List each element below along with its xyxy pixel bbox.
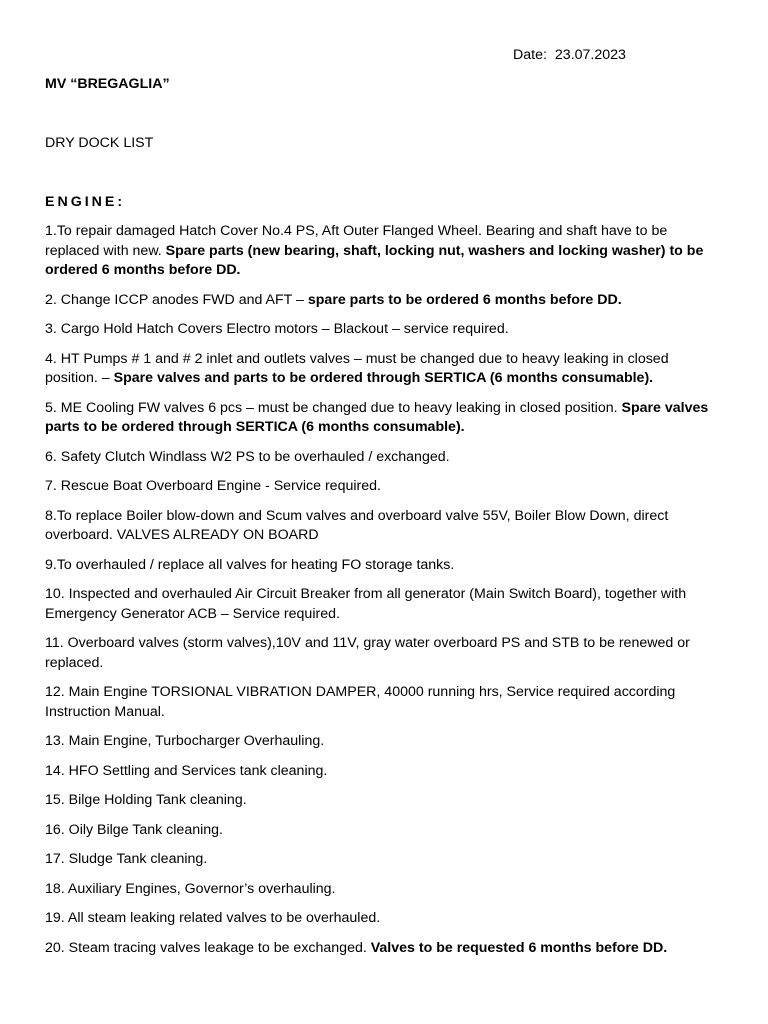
item-text: 16. Oily Bilge Tank cleaning. [45, 821, 223, 838]
item-text: 2. Change ICCP anodes FWD and AFT – [45, 291, 308, 308]
date-value: 23.07.2023 [554, 47, 626, 63]
document-title: DRY DOCK LIST [45, 135, 154, 151]
list-item [45, 880, 725, 900]
item-text: 17. Sludge Tank cleaning. [45, 851, 208, 867]
item-text: 20. Steam tracing valves leakage to be exchanged. [45, 939, 371, 956]
item-text: 8.To replace Boiler blow-down and Scum valves and overboard valve 55V, Boiler Blow Down, direct overboard. VALVES ALREADY ON BOARD [45, 507, 669, 543]
list-item [45, 732, 725, 752]
list-item [45, 850, 725, 870]
item-text: 5. ME Cooling FW valves 6 pcs – must be changed due to heavy leaking in closed position. [45, 399, 622, 416]
dry-dock-item-list [45, 222, 725, 968]
list-item [45, 222, 725, 281]
list-item [45, 762, 725, 782]
list-item [45, 448, 725, 468]
document-date [513, 46, 626, 66]
list-item [45, 585, 725, 624]
list-item [45, 399, 725, 438]
item-note: Spare valves parts to be ordered through SERTICA (6 months consumable). [45, 399, 709, 435]
list-item [45, 909, 725, 929]
item-text: 12. Main Engine TORSIONAL VIBRATION DAMPER, 40000 running hrs, Service required according Instruction Manual. [45, 684, 676, 720]
item-text: 14. HFO Settling and Services tank cleaning. [45, 762, 328, 779]
item-text: 6. Safety Clutch Windlass W2 PS to be overhauled / exchanged. [45, 448, 450, 465]
item-text: 1.To repair damaged Hatch Cover No.4 PS, Aft Outer Flanged Wheel. Bearing and shaft have to be replaced with new. [45, 223, 668, 259]
item-text: 3. Cargo Hold Hatch Covers Electro motors – Blackout – service required. [45, 321, 509, 337]
item-text: 15. Bilge Holding Tank cleaning. [45, 792, 247, 808]
item-text: 18. Auxiliary Engines, Governor’s overhauling. [45, 880, 336, 897]
item-text: 9.To overhauled / replace all valves for heating FO storage tanks. [45, 556, 455, 573]
date-label: Date: [513, 47, 547, 63]
section-heading-engine: ENGINE: [45, 194, 126, 210]
item-text: 10. Inspected and overhauled Air Circuit Breaker from all generator (Main Switch Board), together with Emergency Generator ACB – Service required. [45, 586, 687, 622]
item-text: 11. Overboard valves (storm valves),10V and 11V, gray water overboard PS and STB to be renewed or replaced. [45, 635, 690, 671]
list-item [45, 291, 725, 311]
list-item [45, 791, 725, 811]
list-item [45, 320, 725, 340]
list-item [45, 939, 725, 959]
list-item [45, 821, 725, 841]
item-note: Valves to be requested 6 months before DD. [370, 939, 668, 956]
list-item [45, 477, 725, 497]
list-item [45, 634, 725, 673]
list-item [45, 350, 725, 389]
item-note: Spare valves and parts to be ordered through SERTICA (6 months consumable). [113, 370, 654, 386]
item-note: Spare parts (new bearing, shaft, locking nut, washers and locking washer) to be ordered 6 months before DD. [45, 242, 704, 278]
item-note: spare parts to be ordered 6 months before DD. [307, 291, 622, 308]
item-text: 13. Main Engine, Turbocharger Overhauling. [45, 733, 325, 749]
list-item [45, 683, 725, 722]
item-text: 19. All steam leaking related valves to be overhauled. [45, 910, 381, 926]
item-text: 4. HT Pumps # 1 and # 2 inlet and outlets valves – must be changed due to heavy leaking in closed position. – [45, 350, 669, 386]
list-item [45, 556, 725, 576]
ship-name: MV “BREGAGLIA” [45, 76, 170, 92]
item-text: 7. Rescue Boat Overboard Engine - Service required. [45, 478, 381, 494]
list-item [45, 507, 725, 546]
